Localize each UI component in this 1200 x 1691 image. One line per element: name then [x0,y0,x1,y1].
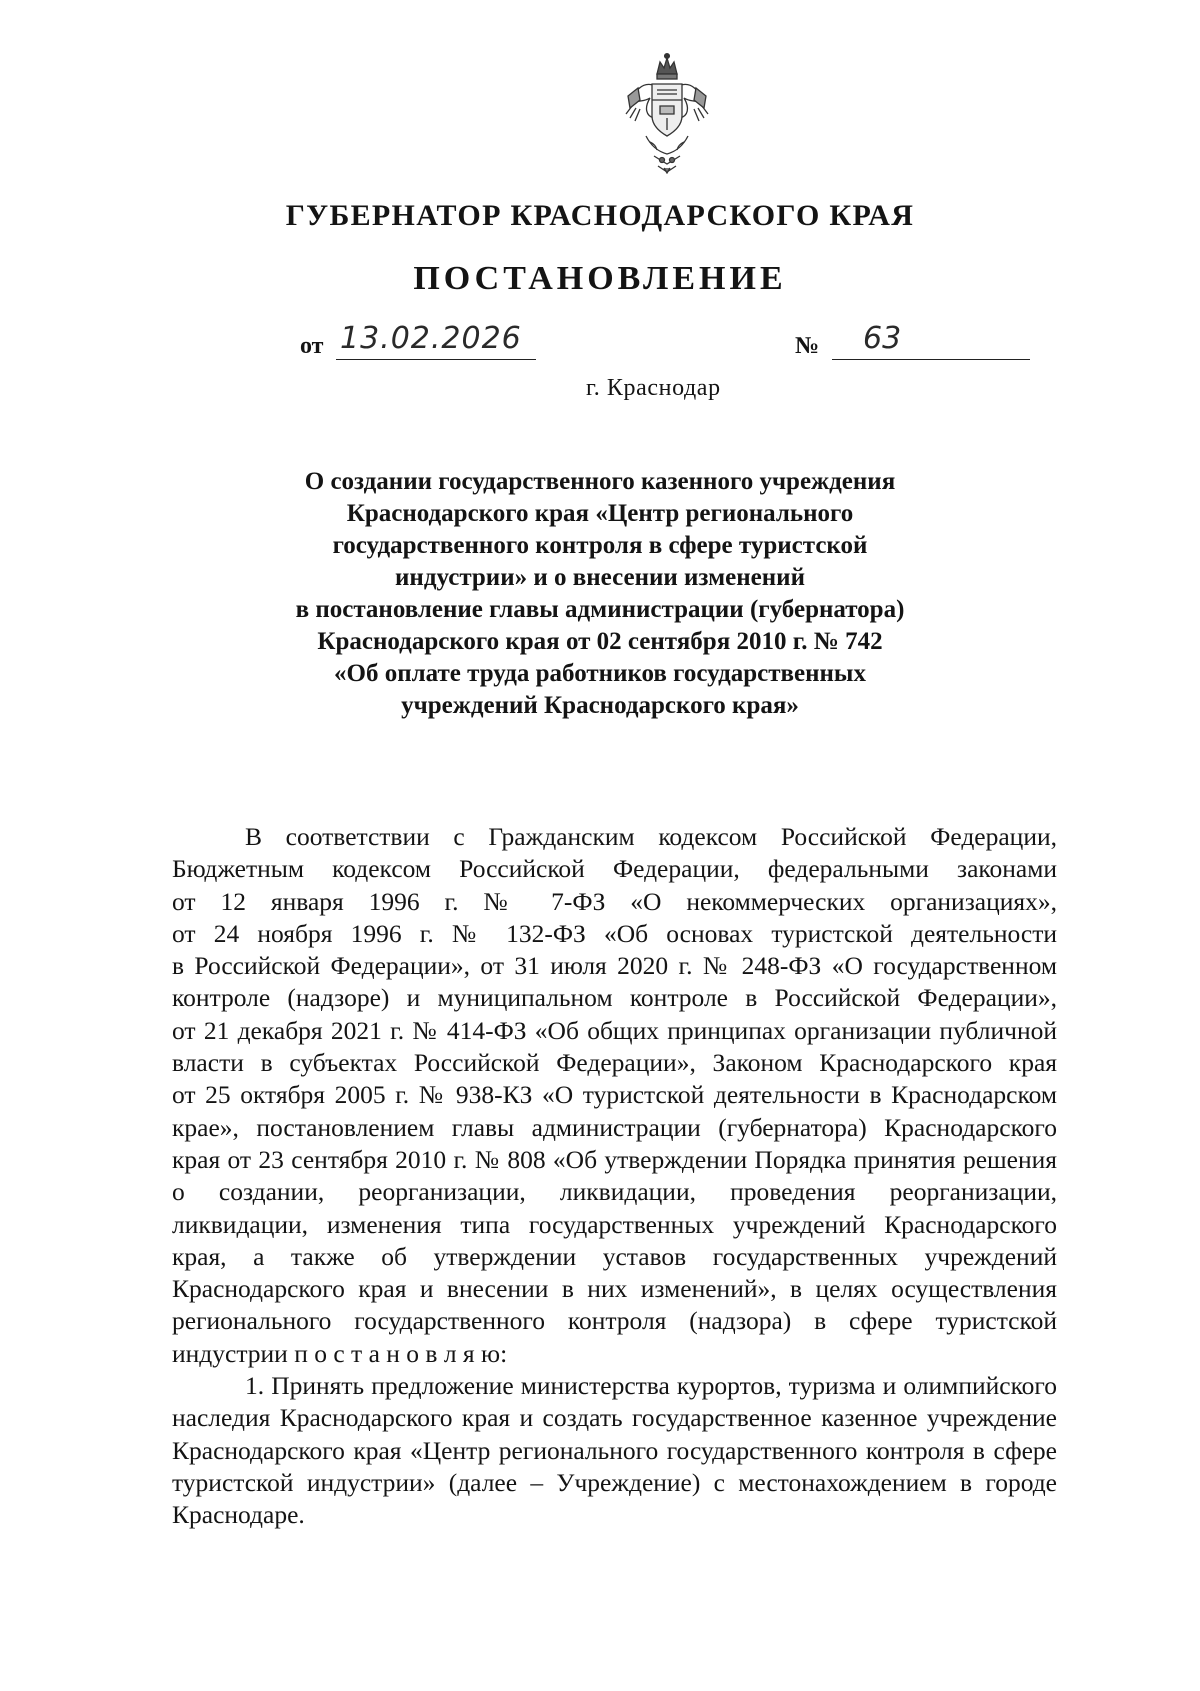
body-line: края, а также об утверждении уставов государственных учреждений [172,1241,1057,1271]
body-line: туристской индустрии» (далее – Учреждение) с местонахождением в городе [172,1467,1057,1497]
body-line: от 25 октября 2005 г. № 938-КЗ «О туристской деятельности в Краснодарском [172,1080,1057,1110]
body-line: наследия Краснодарского края и создать государственное казенное учреждение [172,1403,1057,1433]
date-underline [336,359,536,360]
document-title [0,466,1200,722]
body-line: ликвидации, изменения типа государственных учреждений Краснодарского [172,1209,1057,1239]
title-line: индустрии» и о внесении изменений [395,564,805,591]
number-underline [832,359,1030,360]
date-number-row [300,321,1030,365]
title-line: «Об оплате труда работников государственных [334,660,866,687]
document-number: 63 [863,321,902,356]
document-type: ПОСТАНОВЛЕНИЕ [413,260,787,297]
date-prefix: от [300,333,324,359]
city-name: г. Краснодар [586,375,721,401]
body-line: Краснодаре. [172,1500,305,1530]
body-line: от 21 декабря 2021 г. № 414-ФЗ «Об общих принципах организации публичной [172,1015,1057,1045]
title-line: О создании государственного казенного учреждения [304,468,896,495]
body-line: 1. Принять предложение министерства курортов, туризма и олимпийского [245,1371,1057,1401]
number-prefix: № [795,333,820,359]
body-line: контроле (надзоре) и муниципальном контроле в Российской Федерации», [172,983,1057,1013]
title-line: Краснодарского края от 02 сентября 2010 г. № 742 [317,628,883,655]
title-line: в постановление главы администрации (губернатора) [295,596,905,623]
body-line: власти в субъектах Российской Федерации», Законом Краснодарского края [172,1048,1057,1078]
coat-of-arms-icon [624,52,710,174]
title-line: государственного контроля в сфере туристской [332,532,868,559]
document-body [0,821,1200,1532]
title-line: Краснодарского края «Центр регионального [346,500,854,527]
body-line: регионального государственного контроля (надзора) в сфере туристской [172,1306,1057,1336]
body-line: Краснодарского края и внесении в них изменений», в целях осуществления [172,1274,1057,1304]
document-date: 13.02.2026 [340,321,522,356]
body-line: Краснодарского края «Центр регионального государственного контроля в сфере [172,1435,1057,1465]
body-line: от 24 ноября 1996 г. № 132-ФЗ «Об основах туристской деятельности [172,918,1057,948]
body-line: крае», постановлением главы администрации (губернатора) Краснодарского [172,1112,1057,1142]
body-line: в Российской Федерации», от 31 июля 2020 г. № 248-ФЗ «О государственном [172,951,1057,981]
body-line: В соответствии с Гражданским кодексом Российской Федерации, [245,822,1057,851]
body-line: о создании, реорганизации, ликвидации, проведения реорганизации, [172,1177,1057,1207]
body-line: индустрии п о с т а н о в л я ю: [172,1338,508,1368]
body-line: от 12 января 1996 г. № 7-ФЗ «О некоммерческих организациях», [172,886,1057,916]
title-line: учреждений Краснодарского края» [401,692,799,719]
body-line: Бюджетным кодексом Российской Федерации, федеральными законами [172,854,1057,884]
body-line: края от 23 сентября 2010 г. № 808 «Об утверждении Порядка принятия решения [172,1144,1057,1174]
issuing-authority: ГУБЕРНАТОР КРАСНОДАРСКОГО КРАЯ [285,199,915,232]
